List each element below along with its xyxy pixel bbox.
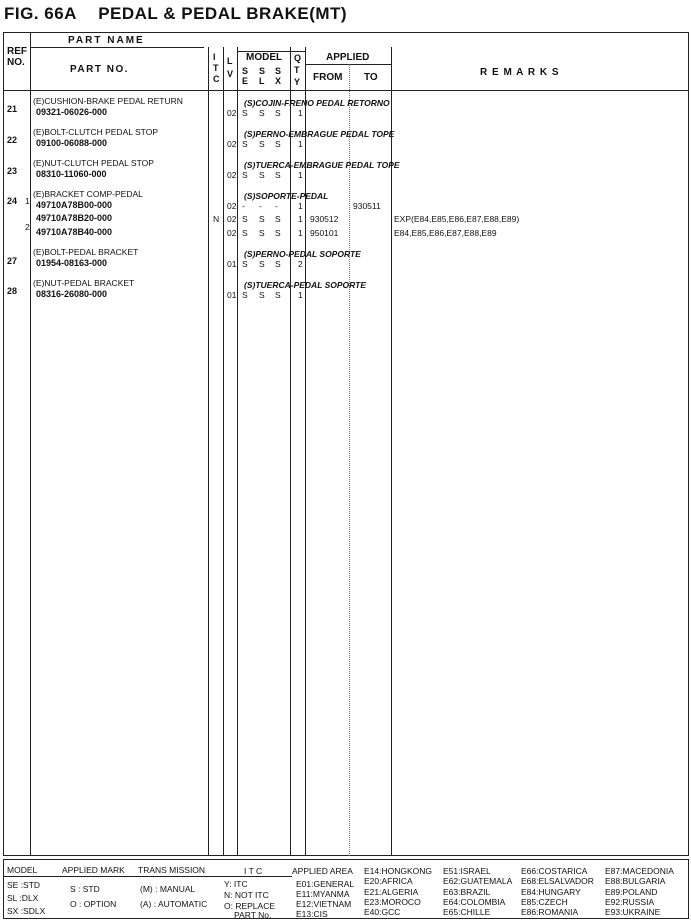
lv-value: 02 (227, 170, 237, 180)
model-sx-value: S (275, 170, 281, 180)
legend-itc-item: Y: ITC (224, 879, 248, 889)
model-se-value: S (242, 108, 248, 118)
part-number: 49710A78B20-000 (36, 213, 113, 223)
header-divider (30, 47, 204, 48)
qty-value: 1 (298, 228, 303, 238)
ref-header: REF NO. (7, 46, 27, 68)
part-name: (E)BOLT-CLUTCH PEDAL STOP (33, 127, 159, 137)
remarks: E84,E85,E86,E87,E88,E89 (394, 228, 497, 238)
itc-value: N (213, 214, 220, 224)
ref-number: 22 (7, 135, 18, 145)
to-header: TO (364, 72, 378, 83)
sub-index: 1 (25, 196, 30, 206)
model-se-value: S (242, 139, 248, 149)
legend-itc-item: N: NOT ITC (224, 890, 269, 900)
model-sl-header: S L (259, 66, 266, 86)
legend-model-heading: MODEL (7, 865, 38, 875)
model-sl-value: S (259, 290, 265, 300)
spanish-name: (S)PERNO-PEDAL SOPORTE (244, 249, 361, 259)
legend-area-item: E64:COLOMBIA (443, 897, 506, 907)
qty-header: Q T Y (294, 53, 302, 87)
table-row (0, 278, 691, 308)
legend-applied-mark-heading: APPLIED MARK (62, 865, 125, 875)
qty-value: 1 (298, 290, 303, 300)
legend-area-item: E88:BULGARIA (605, 876, 666, 886)
lv-value: 02 (227, 228, 237, 238)
part-name: (E)BOLT-PEDAL BRACKET (33, 247, 139, 257)
part-number: 09100-06088-000 (36, 138, 108, 148)
legend-area-item: E51:ISRAEL (443, 866, 491, 876)
part-number: 49710A78B40-000 (36, 227, 113, 237)
legend-area-item: E87:MACEDONIA (605, 866, 674, 876)
legend-area-item: E13:CIS (296, 909, 328, 919)
spanish-name: (S)SOPORTE-PEDAL (244, 191, 329, 201)
ref-number: 24 (7, 196, 18, 206)
legend-area-item: E65:CHILLE (443, 907, 491, 917)
lv-value: 02 (227, 201, 237, 211)
legend-area-item: E12:VIETNAM (296, 899, 352, 909)
legend-area-item: E86:ROMANIA (521, 907, 579, 917)
model-se-value: S (242, 214, 248, 224)
ref-number: 27 (7, 256, 18, 266)
legend-area-item: E92:RUSSIA (605, 897, 655, 907)
model-sl-value: S (259, 228, 265, 238)
part-number: 49710A78B00-000 (36, 200, 113, 210)
legend-model-item: SX :SDLX (7, 906, 46, 916)
legend-itc-item: O: REPLACE (224, 901, 276, 911)
model-sx-value: S (275, 214, 281, 224)
model-sl-value: - (259, 201, 262, 211)
model-header: MODEL (246, 52, 283, 63)
legend-area-item: E01:GENERAL (296, 879, 355, 889)
model-sx-value: S (275, 108, 281, 118)
legend-applied-mark-item: S : STD (70, 884, 100, 894)
part-name: (E)NUT-PEDAL BRACKET (33, 278, 135, 288)
qty-value: 1 (298, 108, 303, 118)
applied-from: 930512 (310, 214, 339, 224)
itc-header: I T C (213, 52, 220, 84)
figure-name: PEDAL & PEDAL BRAKE(MT) (98, 4, 348, 23)
table-row (0, 188, 691, 240)
qty-value: 1 (298, 201, 303, 211)
model-sl-value: S (259, 214, 265, 224)
sub-index: 2 (25, 222, 30, 232)
figure-title (4, 4, 347, 24)
applied-to: 930511 (353, 201, 381, 211)
model-sx-value: S (275, 228, 281, 238)
qty-value: 2 (298, 259, 303, 269)
header-divider (305, 64, 391, 65)
model-sl-value: S (259, 259, 265, 269)
model-se-value: - (242, 201, 245, 211)
figure-number: FIG. 66A (4, 4, 77, 23)
part-name: (E)CUSHION-BRAKE PEDAL RETURN (33, 96, 183, 106)
model-sx-value: S (275, 290, 281, 300)
qty-value: 1 (298, 170, 303, 180)
part-number: 09321-06026-000 (36, 107, 108, 117)
legend-area-item: E84:HUNGARY (521, 887, 581, 897)
ref-number: 23 (7, 166, 18, 176)
spanish-name: (S)TUERCA-EMBRAGUE PEDAL TOPE (244, 160, 400, 170)
legend-transmission-item: (A) : AUTOMATIC (140, 899, 208, 909)
lv-header: L V (227, 56, 234, 79)
spanish-name: (S)PERNO-EMBRAGUE PEDAL TOPE (244, 129, 395, 139)
model-sx-value: S (275, 139, 281, 149)
qty-value: 1 (298, 214, 303, 224)
applied-header: APPLIED (326, 52, 370, 63)
lv-value: 02 (227, 214, 237, 224)
legend-applied-mark-item: O : OPTION (70, 899, 117, 909)
lv-value: 02 (227, 108, 237, 118)
model-se-value: S (242, 170, 248, 180)
model-se-value: S (242, 259, 248, 269)
remarks: EXP(E84,E85,E86,E87,E88,E89) (394, 214, 520, 224)
legend-area-heading: APPLIED AREA (292, 866, 353, 876)
table-row (0, 96, 691, 126)
part-name: (E)BRACKET COMP-PEDAL (33, 189, 143, 199)
qty-value: 1 (298, 139, 303, 149)
table-row (0, 127, 691, 157)
lv-value: 02 (227, 139, 237, 149)
model-se-header: S E (242, 66, 249, 86)
spanish-name: (S)COJIN-FRENO PEDAL RETORNO (244, 98, 390, 108)
legend-area-item: E93:UKRAINE (605, 907, 661, 917)
table-row (0, 158, 691, 188)
model-sl-value: S (259, 108, 265, 118)
legend-area-item: E23:MOROCO (364, 897, 421, 907)
legend-itc-heading: I T C (244, 866, 263, 876)
model-sx-header: S X (275, 66, 282, 86)
applied-from: 950101 (310, 228, 339, 238)
from-header: FROM (313, 72, 343, 83)
legend-area-item: E11:MYANMA (296, 889, 350, 899)
model-se-value: S (242, 228, 248, 238)
legend-area-item: E62:GUATEMALA (443, 876, 513, 886)
model-sl-value: S (259, 170, 265, 180)
ref-number: 21 (7, 104, 18, 114)
part-number: 01954-08163-000 (36, 258, 108, 268)
part-number: 08310-11060-000 (36, 169, 107, 179)
legend-transmission-item: (M) : MANUAL (140, 884, 196, 894)
legend-area-item: E85:CZECH (521, 897, 568, 907)
ref-number: 28 (7, 286, 18, 296)
part-name: (E)NUT-CLUTCH PEDAL STOP (33, 158, 154, 168)
part-no-header: PART NO. (70, 64, 130, 75)
legend-area-item: E14:HONGKONG (364, 866, 433, 876)
table-row (0, 247, 691, 277)
legend-transmission-heading: TRANS MISSION (138, 865, 206, 875)
remarks-header: R E M A R K S (480, 67, 560, 78)
model-se-value: S (242, 290, 248, 300)
footer-divider (3, 876, 292, 877)
model-sx-value: - (275, 201, 278, 211)
legend-area-item: E89:POLAND (605, 887, 658, 897)
legend-area-item: E40:GCC (364, 907, 401, 917)
model-sx-value: S (275, 259, 281, 269)
legend-model-item: SE :STD (7, 880, 41, 890)
part-name-header: PART NAME (68, 35, 145, 46)
header-bottom-line (3, 90, 689, 91)
legend-area-item: E20:AFRICA (364, 876, 413, 886)
legend-area-item: E63:BRAZIL (443, 887, 491, 897)
part-number: 08316-26080-000 (36, 289, 108, 299)
spanish-name: (S)TUERCA-PEDAL SOPORTE (244, 280, 367, 290)
legend-area-item: E66:COSTARICA (521, 866, 588, 876)
legend-model-item: SL :DLX (7, 893, 39, 903)
legend-area-item: E21:ALGERIA (364, 887, 419, 897)
lv-value: 01 (227, 259, 237, 269)
model-sl-value: S (259, 139, 265, 149)
lv-value: 01 (227, 290, 237, 300)
legend-itc-item: PART No. (234, 910, 272, 920)
legend-area-item: E68:ELSALVADOR (521, 876, 594, 886)
